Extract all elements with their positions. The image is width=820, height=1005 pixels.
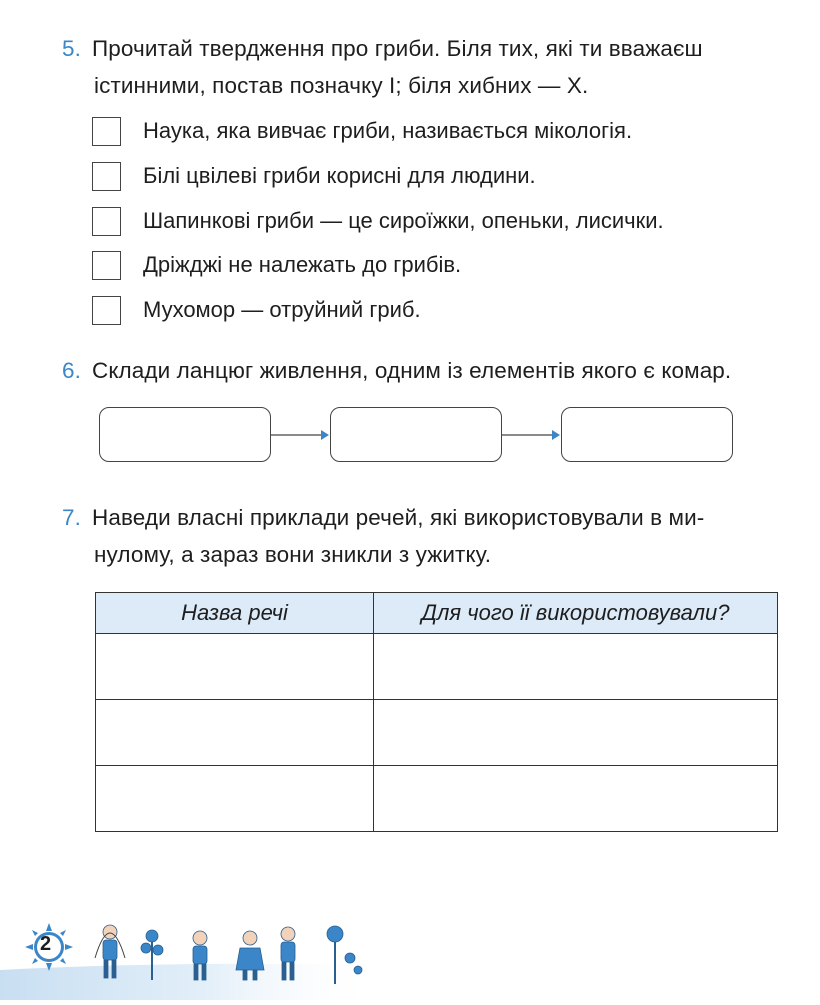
- task-7-prompt: [62, 499, 792, 573]
- answer-checkbox[interactable]: [92, 296, 121, 325]
- statement-row: [92, 249, 461, 281]
- answer-checkbox[interactable]: [92, 162, 121, 191]
- answer-checkbox[interactable]: [92, 117, 121, 146]
- task-5-prompt: [62, 30, 792, 104]
- page-footer: [0, 900, 820, 1000]
- task-text-line: істинними, постав позначку І; біля хибних — Х.: [94, 73, 589, 98]
- table-header-row: [96, 593, 778, 634]
- food-chain-box-3[interactable]: [561, 407, 733, 462]
- examples-table: [95, 592, 778, 832]
- answer-cell[interactable]: [374, 700, 778, 766]
- task-text-line: нулому, а зараз вони зникли з ужитку.: [94, 542, 492, 567]
- statement-row: [92, 115, 632, 147]
- answer-checkbox[interactable]: [92, 207, 121, 236]
- statement-row: [92, 294, 421, 326]
- statement-text: Мухомор — отруйний гриб.: [143, 297, 421, 322]
- page-number: 2: [40, 933, 52, 955]
- task-text-line: Наведи власні приклади речей, які використовували в ми-: [92, 505, 705, 530]
- task-text-line: Склади ланцюг живлення, одним із елементів якого є комар.: [92, 358, 732, 383]
- statement-row: [92, 205, 664, 237]
- statement-text: Шапинкові гриби — це сироїжки, опеньки, лисички.: [143, 208, 664, 233]
- statement-text: Білі цвілеві гриби корисні для людини.: [143, 163, 536, 188]
- children-illustration-icon: [90, 918, 390, 996]
- task-number: 5.: [62, 36, 81, 61]
- answer-cell[interactable]: [374, 634, 778, 700]
- task-number: 6.: [62, 358, 81, 383]
- statement-text: Наука, яка вивчає гриби, називається мікологія.: [143, 118, 633, 143]
- column-header-item-name: Назва речі: [96, 593, 374, 634]
- statement-row: [92, 160, 536, 192]
- task-number: 7.: [62, 505, 81, 530]
- arrow-right-icon: [502, 425, 562, 445]
- food-chain-box-2[interactable]: [330, 407, 502, 462]
- arrow-right-icon: [271, 425, 331, 445]
- table-row: [96, 700, 778, 766]
- statement-text: Дріжджі не належать до грибів.: [143, 252, 462, 277]
- answer-cell[interactable]: [96, 766, 374, 832]
- answer-cell[interactable]: [374, 766, 778, 832]
- table-row: [96, 634, 778, 700]
- column-header-purpose: Для чого її використовували?: [374, 593, 778, 634]
- answer-cell[interactable]: [96, 634, 374, 700]
- food-chain-box-1[interactable]: [99, 407, 271, 462]
- answer-cell[interactable]: [96, 700, 374, 766]
- answer-checkbox[interactable]: [92, 251, 121, 280]
- table-row: [96, 766, 778, 832]
- task-6-prompt: [62, 352, 792, 389]
- task-text-line: Прочитай твердження про гриби. Біля тих, які ти вважаєш: [92, 36, 703, 61]
